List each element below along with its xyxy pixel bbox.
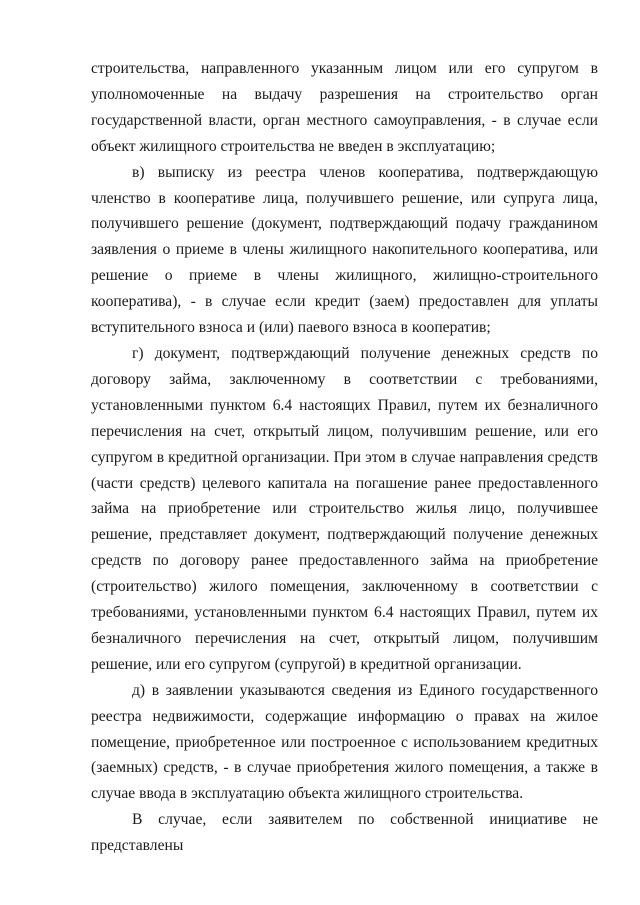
paragraph-item-g: г) документ, подтверждающий получение денежных средств по договору займа, заключенному в соответствии с требованиями, установленными пунктом 6.4 настоящих Правил, путем их безналичного перечисления на счет, открытый лицом, получившим решение, или его супругом в кредитной организации. При этом в случае направления средств (части средств) целевого капитала на погашение ранее предоставленного займа на приобретение или строительство жилья лицо, получившее решение, представляет документ, подтверждающий получение денежных средств по договору ранее предоставленного займа на приобретение (строительство) жилого помещения, заключенному в соответствии с требованиями, установленными пунктом 6.4 настоящих Правил, путем их безналичного перечисления на счет, открытый лицом, получившим решение, или его супругом (супругой) в кредитной организации.	[91, 344, 598, 673]
paragraph-continuation: строительства, направленного указанным лицом или его супругом в уполномоченные на выдачу разрешения на строительство орган государственной власти, орган местного самоуправления, - в случае если объект жилищного строительства не введен в эксплуатацию;	[91, 60, 598, 155]
paragraph-closing: В случае, если заявителем по собственной инициативе не представлены	[91, 811, 598, 855]
paragraph-item-v: в) выписку из реестра членов кооператива, подтверждающую членство в кооперативе лица, получившего решение, или супруга лица, получившего решение (документ, подтверждающий подачу гражданином заявления о приеме в члены жилищного накопительного кооператива, или решение о приеме в члены жилищного, жилищно-строительного кооператива), - в случае если кредит (заем) предоставлен для уплаты вступительного взноса и (или) паевого взноса в кооператив;	[91, 163, 598, 337]
document-body	[91, 56, 598, 859]
paragraph-item-d: д) в заявлении указываются сведения из Единого государственного реестра недвижимости, содержащие информацию о правах на жилое помещение, приобретенное или построенное с использованием кредитных (заемных) средств, - в случае приобретения жилого помещения, а также в случае ввода в эксплуатацию объекта жилищного строительства.	[91, 681, 598, 803]
